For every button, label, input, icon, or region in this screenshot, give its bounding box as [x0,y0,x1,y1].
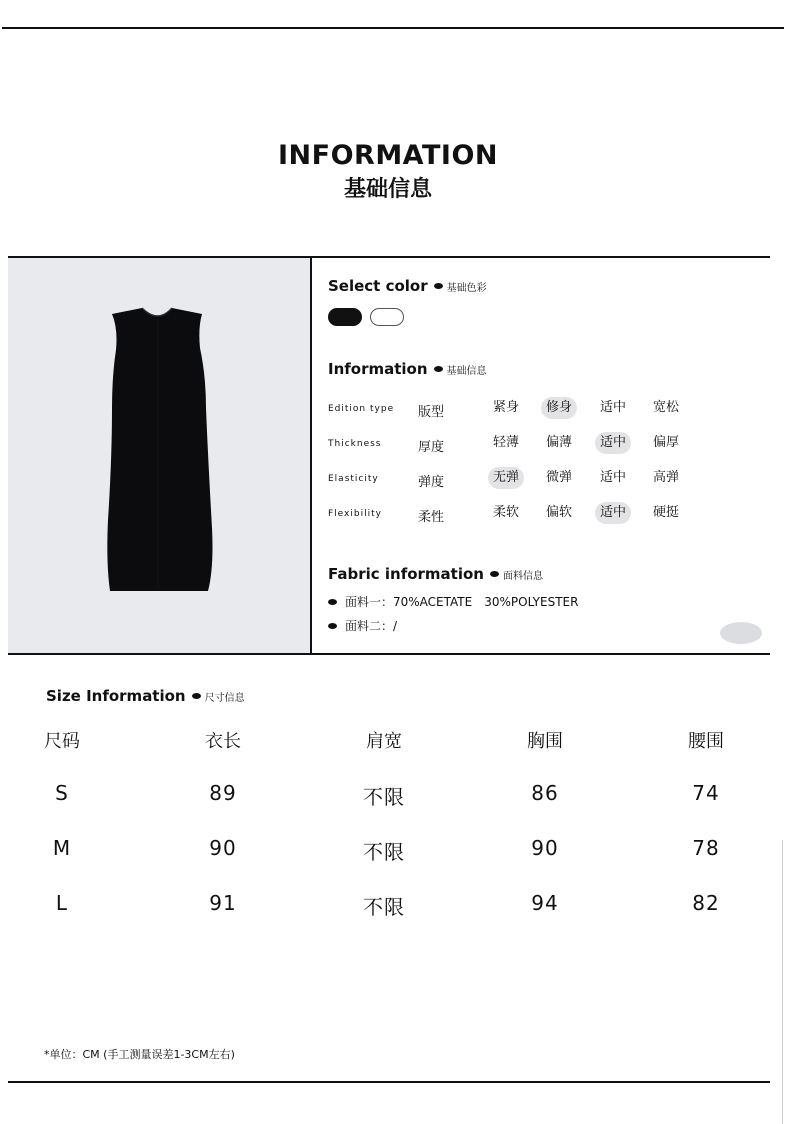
bullet-icon [434,283,443,289]
select-color-cn: 基础色彩 [446,283,487,294]
size-cell: 90 [209,836,237,860]
color-swatch-white[interactable] [370,308,404,326]
attribute-option: 柔软 [492,505,519,520]
fabric-cn: 面料信息 [502,571,543,582]
bullet-icon [192,693,201,699]
attribute-label: Flexibility [328,509,382,519]
size-cell: 不限 [363,840,405,864]
size-header-cell: 肩宽 [366,731,402,752]
attribute-option: 偏软 [545,505,572,520]
fabric-heading [328,565,543,583]
attribute-row [328,504,768,526]
bullet-icon [434,366,443,372]
attribute-option-selected: 修身 [541,397,577,419]
size-header-cell: 尺码 [44,731,80,752]
attribute-option-selected: 适中 [595,432,631,454]
select-color-heading [328,277,487,295]
attribute-row [328,434,768,456]
attribute-option: 适中 [599,470,626,485]
bullet-icon [328,623,337,629]
attribute-label: Elasticity [328,474,379,484]
fabric-title: Fabric information [328,565,484,583]
attribute-option: 微弹 [545,470,572,485]
size-cell: S [55,781,69,805]
attribute-option: 紧身 [492,400,519,415]
attribute-option: 轻薄 [492,435,519,450]
page-subtitle: 基础信息 [343,177,432,202]
size-cell: 82 [692,891,720,915]
attribute-name: 柔性 [418,510,445,525]
size-cell: M [52,836,72,860]
size-header-cell: 衣长 [205,731,241,752]
size-cell: 不限 [363,895,405,919]
fabric-line-1 [328,593,578,610]
edge-line [782,840,783,1124]
panel-bottom-border [8,653,770,655]
attribute-option: 适中 [599,400,626,415]
info-right-column [328,256,768,655]
size-header-cell: 胸围 [527,731,563,752]
information-heading [328,360,487,378]
fabric-line-1-text: 面料一：70%ACETATE 30%POLYESTER [345,595,579,609]
fabric-line-2-text: 面料二：/ [345,619,398,633]
attribute-option: 偏厚 [652,435,679,450]
color-swatch-black[interactable] [328,308,362,326]
measurement-note: *单位：CM (手工测量误差1-3CM左右) [44,1048,235,1061]
size-cell: L [55,891,69,915]
attribute-name: 弹度 [418,475,445,490]
attribute-option: 高弹 [652,470,679,485]
attribute-row [328,469,768,491]
bottom-divider [8,1081,770,1083]
size-cell: 不限 [363,785,405,809]
bullet-icon [328,599,337,605]
size-cell: 90 [531,836,559,860]
size-cell: 78 [692,836,720,860]
info-panel [8,256,770,655]
information-cn: 基础信息 [446,366,487,377]
size-heading [46,687,245,705]
attribute-name: 版型 [418,405,445,420]
size-cell: 89 [209,781,237,805]
select-color-title: Select color [328,277,428,295]
bullet-icon [490,571,499,577]
attribute-row [328,399,768,421]
panel-divider [310,256,312,655]
size-cell: 94 [531,891,559,915]
product-photo [8,258,310,653]
top-divider [2,27,784,29]
decorative-pill [720,622,762,644]
attribute-option-selected: 适中 [595,502,631,524]
page-title: INFORMATION [277,140,498,171]
attribute-label: Thickness [328,439,382,449]
attribute-option: 偏薄 [545,435,572,450]
size-title: Size Information [46,687,186,705]
size-cell: 91 [209,891,237,915]
information-title: Information [328,360,428,378]
size-cn: 尺寸信息 [204,693,245,704]
size-header-cell: 腰围 [688,731,724,752]
size-cell: 86 [531,781,559,805]
attribute-option: 硬挺 [652,505,679,520]
size-cell: 74 [692,781,720,805]
attribute-name: 厚度 [418,440,445,455]
attribute-option-selected: 无弹 [488,467,524,489]
dress-image [8,258,310,653]
fabric-line-2 [328,617,397,634]
attribute-option: 宽松 [652,400,679,415]
attribute-label: Edition type [328,404,395,414]
